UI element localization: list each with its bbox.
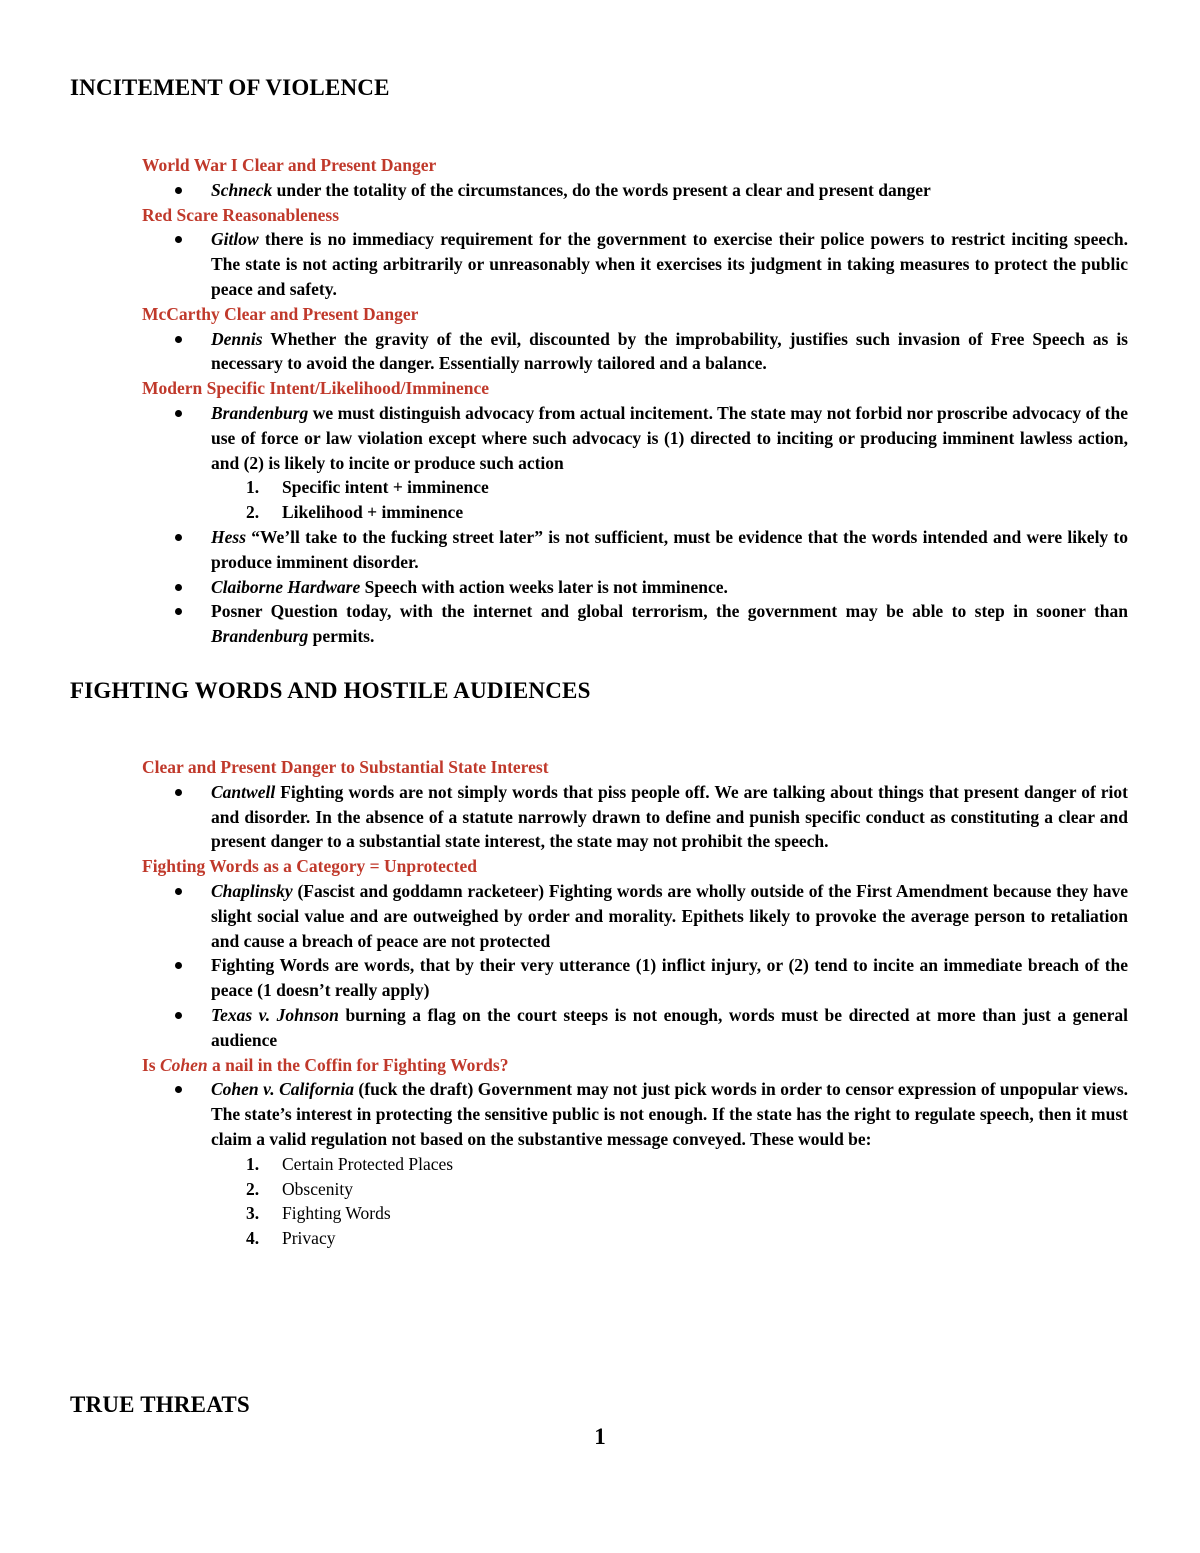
case-text: we must distinguish advocacy from actual incitement. The state may not forbid nor proscribe advocacy of the use of force or law violation except where such advocacy is [211,402,1128,448]
item-number: 2. [246,502,260,523]
item-number: 1. [246,1153,260,1174]
case-text: (Fascist and goddamn racketeer) Fighting words are wholly outside of the First Amendment because they have slight social value and are outweighed by order and morality. Epithets likely to provoke the average person to retaliation and cause a breach of peace are not protected [211,880,1129,951]
case-name: Cantwell [211,781,276,802]
bullet-list [142,879,1128,1053]
case-text: inflict injury, or [661,955,783,976]
item-number: 3. [246,1203,260,1224]
list-item [142,525,1128,575]
section-body-fighting-words [142,755,1128,1251]
case-name: Dennis [211,328,263,349]
list-item [142,227,1128,301]
subsection-title [142,1053,1128,1078]
bullet-list [142,178,1128,203]
list-item [142,575,1128,600]
case-name: Chaplinsky [211,880,293,901]
case-text: there is no immediacy requirement for the government to exercise their police powers to restrict inciting speech. The state is not acting arbitrarily or unreasonably when it exercises its judgment in taking measures to protect the public peace and safety. [211,229,1128,299]
case-reference: Brandenburg [211,626,309,647]
list-item [142,879,1128,953]
case-name: Claiborne Hardware [211,576,361,597]
numbered-item [142,475,1128,500]
numbered-item [142,1201,1128,1226]
case-name: Texas v. Johnson [211,1004,339,1025]
item-number: 4. [246,1228,260,1249]
case-text: Whether the gravity of the evil, discounted by the improbability, justifies such invasion of Free Speech as is necessary to avoid the danger. Essentially narrowly tailored and a balance. [211,328,1128,374]
marker: (2) [788,955,809,976]
term-name: Posner Question [211,601,338,622]
bullet-list [142,327,1128,377]
numbered-item [142,1152,1128,1177]
subsection-title: Clear and Present Danger to Substantial State Interest [142,757,549,777]
item-text: Specific intent + imminence [282,477,489,498]
bullet-list [142,780,1128,854]
case-text: permits. [312,626,375,647]
subsection-title-case: Cohen [160,1054,208,1075]
section-heading-incitement: INCITEMENT OF VIOLENCE [70,75,390,100]
case-text: today, with the internet and global terrorism, the government may be able to step in sooner than [346,601,1128,622]
marker: (1) [635,955,657,976]
item-text: Obscenity [282,1178,353,1199]
numbered-list [142,475,1128,525]
case-text: Fighting words are not simply words that piss people off. We are talking about things that present danger of riot and disorder. In the absence of a statute narrowly drawn to define and punish specific conduct as constituting a clear and present danger to a substantial state interest, the state may not prohibit the speech. [211,781,1129,852]
case-text: burning a flag on the court steeps is not enough, words must be directed at more than just a general audience [211,1004,1129,1050]
case-name: Hess [211,526,246,547]
marker: (1) [663,427,685,448]
subsection-title: World War I Clear and Present Danger [142,155,437,175]
list-item [142,401,1128,475]
marker: (2) [243,452,264,473]
case-name: Gitlow [211,229,259,250]
list-item [142,1077,1128,1151]
numbered-item [142,1226,1128,1251]
subsection-title: McCarthy Clear and Present Danger [142,303,419,324]
list-item [142,599,1128,649]
list-item [142,953,1128,1003]
case-text: is likely to incite or produce such action [268,452,564,473]
term-name: Fighting Words [211,955,330,976]
case-text: are words, that by their very utterance [334,955,631,976]
numbered-item [142,500,1128,525]
item-text: Privacy [282,1228,336,1249]
case-text: tend to incite an immediate breach of the peace (1 doesn’t really apply) [211,955,1129,1001]
subsection-title: Fighting Words as a Category = Unprotected [142,856,478,877]
subsection-title-part: a nail in the Coffin for Fighting Words? [212,1054,509,1075]
bullet-list [142,525,1128,649]
subsection-title: Red Scare Reasonableness [142,204,340,225]
section-body-incitement [142,153,1128,649]
item-text: Likelihood + imminence [282,502,464,523]
page-number: 1 [594,1424,606,1449]
item-text: Fighting Words [282,1203,391,1224]
list-item [142,178,1128,203]
section-heading-true-threats: TRUE THREATS [70,1392,250,1417]
case-text: under the totality of the circumstances, do the words present a clear and present danger [276,179,931,200]
case-text: “We’ll take to the fucking street later” is not sufficient, must be evidence that the words intended and were likely to produce imminent disorder. [211,526,1129,572]
case-text: (fuck the draft) Government may not just pick words in order to censor expression of unpopular views. The state’s interest in protecting the sensitive public is not enough. If the state has the right to regulate speech, then it must claim a valid regulation not based on the substantive message conveyed. These would be: [211,1079,1128,1149]
case-name: Brandenburg [211,402,309,423]
subsection-title-part: Is [142,1054,156,1075]
item-number: 1. [246,477,260,498]
numbered-item [142,1177,1128,1202]
numbered-list [142,1152,1128,1251]
list-item [142,1003,1128,1053]
item-text: Certain Protected Places [282,1153,454,1174]
case-text: Speech with action weeks later is not imminence. [364,576,728,597]
list-item [142,780,1128,854]
bullet-list [142,401,1128,475]
bullet-list [142,1077,1128,1151]
case-name: Cohen v. California [211,1079,354,1100]
list-item [142,327,1128,377]
case-text: directed to inciting or producing imminent lawless action, and [211,427,1129,473]
case-name: Schneck [211,179,273,200]
section-heading-fighting-words: FIGHTING WORDS AND HOSTILE AUDIENCES [70,678,591,703]
subsection-title: Modern Specific Intent/Likelihood/Imminence [142,378,490,399]
item-number: 2. [246,1178,260,1199]
bullet-list [142,227,1128,301]
